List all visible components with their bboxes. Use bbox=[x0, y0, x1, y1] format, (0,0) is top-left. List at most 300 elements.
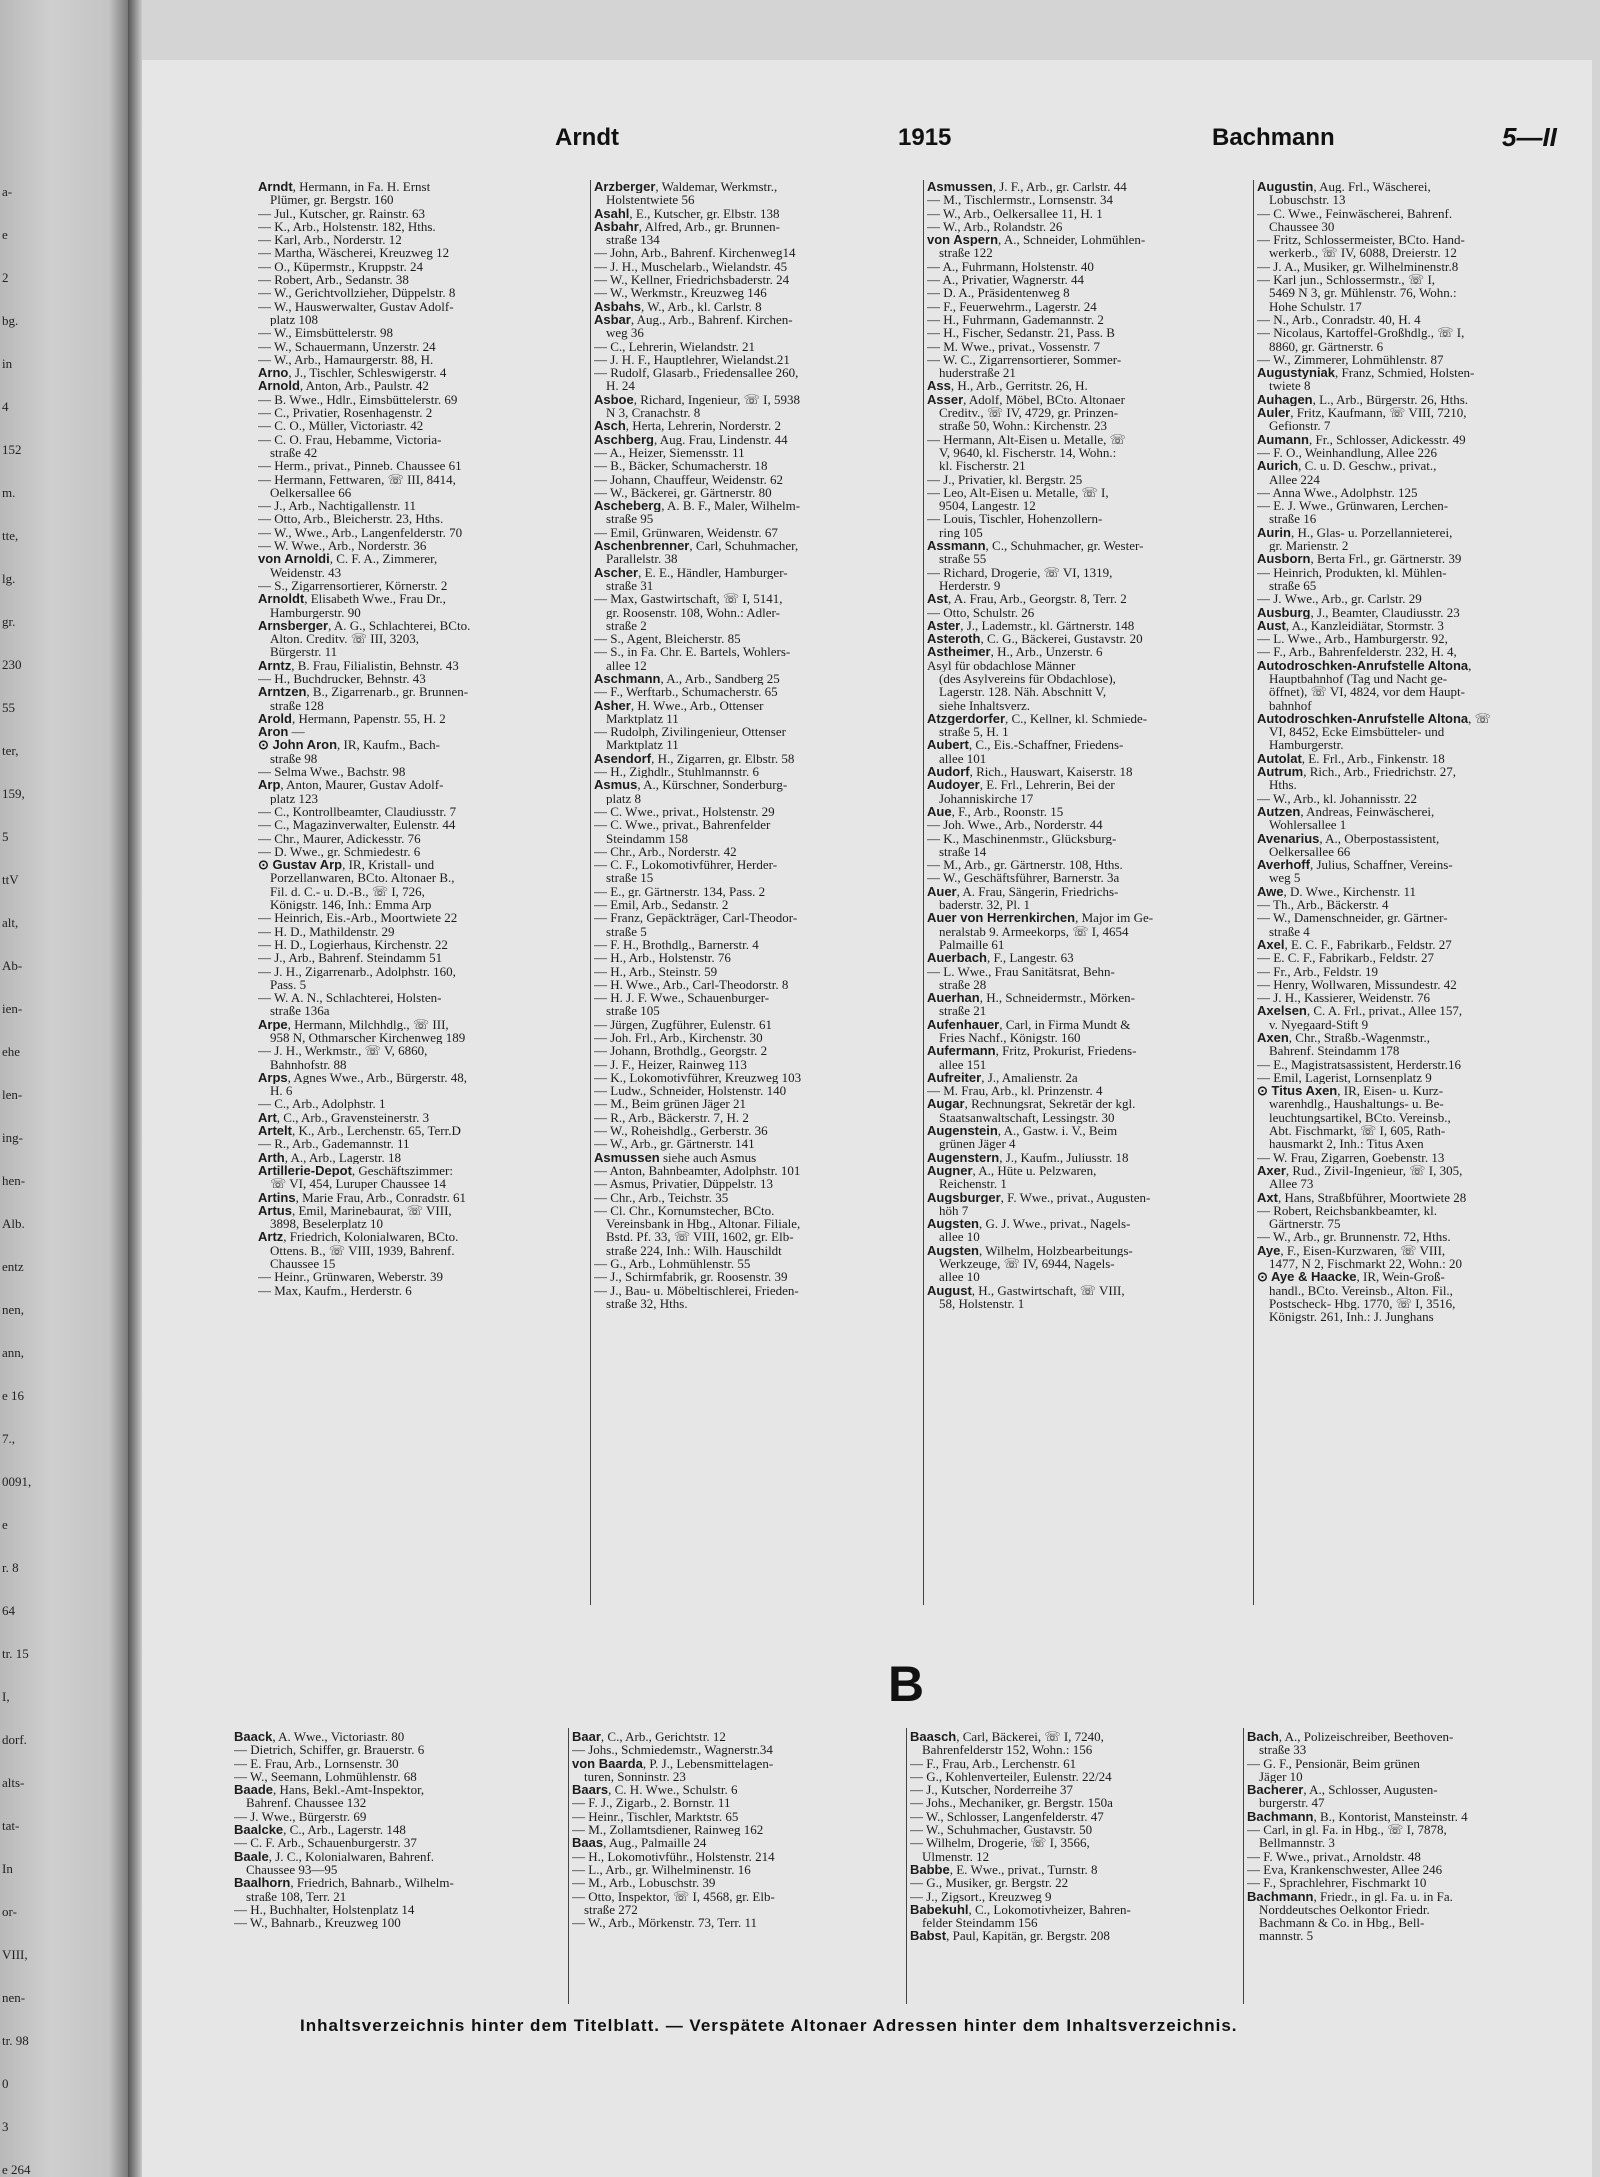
strip-fragment: I, bbox=[2, 1689, 10, 1704]
directory-entry: — W., Schauermann, Unzerstr. 24 bbox=[258, 339, 436, 353]
directory-entry: — G., Arb., Lohmühlenstr. 55 bbox=[594, 1257, 751, 1271]
directory-entry: mannstr. 5 bbox=[1259, 1929, 1314, 1943]
directory-entry: Augenstein, A., Gastw. i. V., Beim bbox=[927, 1124, 1118, 1138]
directory-entry: — J., Arb., Nachtigallenstr. 11 bbox=[258, 499, 417, 513]
directory-entry: straße 272 bbox=[584, 1902, 638, 1917]
strip-fragment: 2 bbox=[2, 270, 9, 285]
directory-entry: ⊙ John Aron, IR, Kaufm., Bach- bbox=[258, 738, 440, 752]
strip-fragment: 0 bbox=[2, 2076, 9, 2091]
directory-entry: — Heinr., Grünwaren, Weberstr. 39 bbox=[258, 1270, 444, 1284]
directory-entry: H. 24 bbox=[606, 379, 635, 393]
directory-entry: von Baarda, P. J., Lebensmittelagen- bbox=[572, 1756, 774, 1770]
directory-entry: Artz, Friedrich, Kolonialwaren, BCto. bbox=[258, 1230, 459, 1244]
column-4 bbox=[1257, 180, 1583, 1324]
directory-entry: — C., Kontrollbeamter, Claudiusstr. 7 bbox=[258, 804, 457, 819]
directory-entry: hausmarkt 2, Inh.: Titus Axen bbox=[1269, 1137, 1424, 1151]
directory-entry: — Jürgen, Zugführer, Eulenstr. 61 bbox=[594, 1017, 772, 1031]
directory-entry: Aufermann, Fritz, Prokurist, Friedens- bbox=[927, 1044, 1137, 1058]
directory-entry: — W. C., Zigarrensortierer, Sommer- bbox=[927, 352, 1122, 367]
strip-fragment: ien- bbox=[2, 1001, 23, 1016]
directory-entry: straße 95 bbox=[606, 512, 654, 526]
directory-entry: ☏ VI, 454, Luruper Chaussee 14 bbox=[270, 1177, 446, 1191]
directory-entry: — Anton, Bahnbeamter, Adolphstr. 101 bbox=[594, 1163, 801, 1178]
directory-entry: Auer, A. Frau, Sängerin, Friedrichs- bbox=[927, 884, 1119, 899]
directory-entry: Arntzen, B., Zigarrenarb., gr. Brunnen- bbox=[258, 685, 469, 699]
strip-fragment: In bbox=[2, 1861, 13, 1876]
directory-entry: — W., Bäckerei, gr. Gärtnerstr. 80 bbox=[594, 485, 772, 500]
directory-entry: Atzgerdorfer, C., Kellner, kl. Schmiede- bbox=[927, 711, 1148, 726]
directory-entry: Axt, Hans, Straßbführer, Moortwiete 28 bbox=[1257, 1190, 1467, 1204]
directory-entry: straße 31 bbox=[606, 578, 654, 593]
directory-entry: Staatsanwaltschaft, Lessingstr. 30 bbox=[939, 1110, 1115, 1125]
strip-fragment: tr. 98 bbox=[2, 2033, 29, 2048]
directory-entry: — H., Buchdrucker, Behnstr. 43 bbox=[258, 671, 426, 686]
directory-entry: Marktplatz 11 bbox=[606, 711, 679, 726]
directory-entry: Bachmann, Friedr., in gl. Fa. u. in Fa. bbox=[1247, 1889, 1453, 1903]
strip-fragment: 5 bbox=[2, 829, 9, 844]
directory-entry: Averhoff, Julius, Schaffner, Vereins- bbox=[1257, 858, 1453, 872]
directory-entry: Abt. Fischmarkt, ☏ I, 605, Rath- bbox=[1269, 1124, 1446, 1138]
directory-entry: — R., Arb., Gademannstr. 11 bbox=[258, 1137, 410, 1151]
directory-entry: — Chr., Arb., Norderstr. 42 bbox=[594, 844, 737, 859]
directory-entry: Chaussee 93—95 bbox=[246, 1862, 338, 1877]
strip-fragment: alts- bbox=[2, 1775, 25, 1790]
directory-entry: (des Asylvereins für Obdachlose), bbox=[939, 671, 1116, 686]
directory-entry: Fries Nachf., Königstr. 160 bbox=[939, 1031, 1081, 1045]
directory-entry: Autodroschken-Anrufstelle Altona, bbox=[1257, 658, 1472, 672]
directory-entry: — Eva, Krankenschwester, Allee 246 bbox=[1247, 1862, 1443, 1877]
directory-entry: Bahrenf. Steindamm 178 bbox=[1269, 1044, 1400, 1058]
directory-entry: Arndt, Hermann, in Fa. H. Ernst bbox=[258, 180, 431, 194]
directory-entry: Auhagen, L., Arb., Bürgerstr. 26, Hths. bbox=[1257, 392, 1469, 407]
directory-entry: Asteroth, C. G., Bäckerei, Gustavstr. 20 bbox=[927, 632, 1143, 646]
directory-entry: — R., Arb., Bäckerstr. 7, H. 2 bbox=[594, 1110, 749, 1125]
directory-entry: Bachmann & Co. in Hbg., Bell- bbox=[1259, 1916, 1425, 1930]
directory-entry: Artus, Emil, Marinebaurat, ☏ VIII, bbox=[258, 1203, 452, 1218]
strip-fragment: ttV bbox=[2, 872, 19, 887]
directory-entry: — M. Frau, Arb., kl. Prinzenstr. 4 bbox=[927, 1084, 1103, 1098]
strip-fragment: nen, bbox=[2, 1302, 25, 1317]
directory-entry: Asbar, Aug., Arb., Bahrenf. Kirchen- bbox=[594, 312, 793, 327]
directory-entry: — W., Arb., gr. Brunnenstr. 72, Hths. bbox=[1257, 1230, 1451, 1244]
directory-entry: — Otto, Schulstr. 26 bbox=[927, 605, 1035, 619]
directory-entry: V, 9640, kl. Fischerstr. 14, Wohn.: bbox=[939, 445, 1117, 460]
directory-entry: Aron — bbox=[258, 725, 305, 739]
directory-entry: — E. J. Wwe., Grünwaren, Lerchen- bbox=[1257, 499, 1449, 513]
strip-fragment: lg. bbox=[2, 571, 16, 586]
directory-entry: — Th., Arb., Bäckerstr. 4 bbox=[1257, 898, 1389, 912]
directory-entry: — H., Fuhrmann, Gademannstr. 2 bbox=[927, 312, 1104, 327]
directory-entry: Herderstr. 9 bbox=[939, 578, 1001, 593]
directory-entry: Audoyer, E. Frl., Lehrerin, Bei der bbox=[927, 778, 1115, 792]
directory-entry: — Rudolph, Zivilingenieur, Ottenser bbox=[594, 725, 786, 739]
directory-entry: — N., Arb., Conradstr. 40, H. 4 bbox=[1257, 312, 1421, 327]
directory-entry: twiete 8 bbox=[1269, 379, 1311, 393]
directory-entry: 1477, N 2, Fischmarkt 22, Wohn.: 20 bbox=[1269, 1257, 1462, 1271]
directory-entry: allee 12 bbox=[606, 658, 647, 672]
directory-entry: — Max, Gastwirtschaft, ☏ I, 5141, bbox=[594, 592, 783, 606]
directory-entry: — J. H., Muschelarb., Wielandstr. 45 bbox=[594, 259, 788, 274]
footer-note: Inhaltsverzeichnis hinter dem Titelblatt. — Verspätete Altonaer Adressen hinter dem Inhaltsverzeichnis. bbox=[300, 2016, 1238, 2035]
directory-entry: Plümer, gr. Bergstr. 160 bbox=[270, 193, 394, 207]
directory-entry: — C. F. Arb., Schauenburgerstr. 37 bbox=[234, 1836, 417, 1850]
directory-entry: Ausborn, Berta Frl., gr. Gärtnerstr. 39 bbox=[1257, 552, 1462, 566]
directory-entry: Königstr. 261, Inh.: J. Junghans bbox=[1269, 1310, 1434, 1324]
header-left-keyword: Arndt bbox=[555, 124, 619, 151]
directory-entry: — S., Zigarrensortierer, Körnerstr. 2 bbox=[258, 578, 448, 593]
directory-entry: — Robert, Arb., Sedanstr. 38 bbox=[258, 273, 409, 287]
directory-entry: Avenarius, A., Oberpostassistent, bbox=[1257, 831, 1440, 845]
directory-entry: Auler, Fritz, Kaufmann, ☏ VIII, 7210, bbox=[1257, 406, 1467, 420]
b-column-rule-1 bbox=[568, 1728, 569, 2004]
directory-entry: Asyl für obdachlose Männer bbox=[927, 658, 1076, 672]
directory-entry: 958 N, Othmarscher Kirchenweg 189 bbox=[270, 1031, 466, 1045]
directory-entry: — Johs., Schmiedemstr., Wagnerstr.34 bbox=[572, 1743, 773, 1757]
directory-entry: — G., Musiker, gr. Bergstr. 22 bbox=[910, 1876, 1069, 1890]
directory-entry: Bahrenfelderstr 152, Wohn.: 156 bbox=[922, 1743, 1093, 1757]
directory-entry: platz 108 bbox=[270, 312, 319, 327]
directory-entry: Artelt, K., Arb., Lerchenstr. 65, Terr.D bbox=[258, 1124, 461, 1138]
directory-entry: Chaussee 30 bbox=[1269, 219, 1335, 234]
directory-entry: straße 128 bbox=[270, 698, 324, 712]
directory-entry: — H., Arb., Holstenstr. 76 bbox=[594, 951, 731, 965]
directory-entry: Steindamm 158 bbox=[606, 831, 688, 845]
directory-entry: Allee 224 bbox=[1269, 472, 1320, 486]
strip-fragment: a- bbox=[2, 184, 13, 199]
header-right-keyword: Bachmann bbox=[1212, 124, 1335, 151]
directory-entry: — Heinr., Tischler, Marktstr. 65 bbox=[572, 1809, 739, 1824]
directory-entry: — G. F., Pensionär, Beim grünen bbox=[1247, 1756, 1420, 1770]
directory-entry: — H., Zighdlr., Stuhlmannstr. 6 bbox=[594, 765, 760, 779]
directory-entry: — Herm., privat., Pinneb. Chaussee 61 bbox=[258, 459, 462, 473]
directory-entry: — Ludw., Schneider, Holstenstr. 140 bbox=[594, 1084, 787, 1098]
directory-entry: — Robert, Reichsbankbeamter, kl. bbox=[1257, 1203, 1437, 1218]
directory-entry: Aschenbrenner, Carl, Schuhmacher, bbox=[594, 539, 799, 553]
directory-entry: — W., Arb., Rolandstr. 26 bbox=[927, 219, 1063, 234]
directory-entry: Hamburgerstr. bbox=[1269, 738, 1344, 752]
strip-fragment: tte, bbox=[2, 528, 19, 543]
directory-entry: — Henry, Wollwaren, Missundestr. 42 bbox=[1257, 977, 1457, 992]
directory-entry: weg 36 bbox=[606, 326, 644, 340]
directory-entry: — C. Wwe., privat., Bahrenfelder bbox=[594, 818, 771, 832]
directory-entry: Baade, Hans, Bekl.-Amt-Inspektor, bbox=[234, 1783, 425, 1797]
directory-entry: Aufenhauer, Carl, in Firma Mundt & bbox=[927, 1017, 1131, 1031]
directory-entry: VI, 8452, Ecke Eimsbütteler- und bbox=[1269, 725, 1445, 739]
directory-entry: — H. J. F. Wwe., Schauenburger- bbox=[594, 991, 770, 1005]
page-number: 5—II bbox=[1502, 122, 1557, 152]
directory-entry: Marktplatz 11 bbox=[606, 738, 679, 752]
directory-entry: — Dietrich, Schiffer, gr. Brauerstr. 6 bbox=[234, 1743, 425, 1757]
directory-entry: — D. Wwe., gr. Schmiedestr. 6 bbox=[258, 844, 421, 859]
directory-entry: straße 50, Wohn.: Kirchenstr. 23 bbox=[939, 419, 1108, 433]
strip-fragment: bg. bbox=[2, 313, 19, 328]
directory-entry: grünen Jäger 4 bbox=[939, 1137, 1016, 1151]
directory-entry: — Karl jun., Schlossermstr., ☏ I, bbox=[1257, 273, 1436, 287]
directory-entry: Hamburgerstr. 90 bbox=[270, 605, 361, 619]
directory-entry: — W., Bahnarb., Kreuzweg 100 bbox=[234, 1916, 401, 1930]
directory-entry: allee 101 bbox=[939, 751, 987, 766]
directory-entry: Astheimer, H., Arb., Unzerstr. 6 bbox=[927, 645, 1103, 659]
directory-entry: — W., Kellner, Friedrichsbaderstr. 24 bbox=[594, 273, 790, 287]
directory-entry: Aschberg, Aug. Frau, Lindenstr. 44 bbox=[594, 432, 788, 446]
directory-entry: — E., gr. Gärtnerstr. 134, Pass. 2 bbox=[594, 884, 766, 899]
directory-entry: werkerb., ☏ IV, 6088, Dreierstr. 12 bbox=[1269, 246, 1457, 260]
directory-entry: — W., Geschäftsführer, Barnerstr. 3a bbox=[927, 871, 1120, 885]
directory-entry: Ascher, E. E., Händler, Hamburger- bbox=[594, 565, 788, 579]
directory-entry: Creditv., ☏ IV, 4729, gr. Prinzen- bbox=[939, 406, 1119, 420]
directory-entry: straße 15 bbox=[606, 871, 654, 885]
directory-entry: — Rudolf, Glasarb., Friedensallee 260, bbox=[594, 366, 799, 380]
strip-fragment: Alb. bbox=[2, 1216, 25, 1231]
directory-entry: straße 105 bbox=[606, 1004, 660, 1018]
strip-fragment: 55 bbox=[2, 700, 15, 715]
directory-entry: — Emil, Lagerist, Lornsenplatz 9 bbox=[1257, 1070, 1432, 1085]
directory-entry: Arth, A., Arb., Lagerstr. 18 bbox=[258, 1150, 401, 1164]
directory-entry: Palmaille 61 bbox=[939, 937, 1005, 952]
directory-entry: — W., Hauswerwalter, Gustav Adolf- bbox=[258, 299, 454, 313]
directory-entry: — C. F., Lokomotivführer, Herder- bbox=[594, 858, 778, 872]
strip-fragment: dorf. bbox=[2, 1732, 27, 1747]
directory-entry: — W., Arb., Hamaurgerstr. 88, H. bbox=[258, 352, 434, 367]
directory-entry: Augsburger, F. Wwe., privat., Augusten- bbox=[927, 1190, 1151, 1204]
directory-entry: — Leo, Alt-Eisen u. Metalle, ☏ I, bbox=[927, 485, 1109, 500]
directory-entry: Augustyniak, Franz, Schmied, Holsten- bbox=[1257, 366, 1475, 380]
directory-entry: — W., Wwe., Arb., Langenfelderstr. 70 bbox=[258, 525, 463, 540]
directory-entry: Weidenstr. 43 bbox=[270, 565, 342, 579]
directory-entry: Ulmenstr. 12 bbox=[922, 1849, 990, 1863]
directory-entry: — F. J., Zigarb., 2. Bornstr. 11 bbox=[572, 1796, 731, 1810]
directory-entry: Reichenstr. 1 bbox=[939, 1177, 1007, 1191]
directory-entry: straße 14 bbox=[939, 844, 987, 859]
directory-entry: — W., Arb., Oelkersallee 11, H. 1 bbox=[927, 206, 1103, 220]
strip-fragment: 4 bbox=[2, 399, 9, 414]
directory-entry: — M., Arb., gr. Gärtnerstr. 108, Hths. bbox=[927, 858, 1123, 872]
directory-entry: Ausburg, J., Beamter, Claudiusstr. 23 bbox=[1257, 605, 1460, 619]
directory-entry: — Anna Wwe., Adolphstr. 125 bbox=[1257, 485, 1418, 500]
strip-fragment: tr. 15 bbox=[2, 1646, 29, 1661]
directory-entry: — C., Lehrerin, Wielandstr. 21 bbox=[594, 339, 755, 353]
directory-entry: — H., Buchhalter, Holstenplatz 14 bbox=[234, 1902, 415, 1917]
directory-entry: Auer von Herrenkirchen, Major im Ge- bbox=[927, 911, 1154, 925]
directory-entry: Arold, Hermann, Papenstr. 55, H. 2 bbox=[258, 711, 446, 726]
directory-entry: — L. Wwe., Arb., Hamburgerstr. 92, bbox=[1257, 632, 1448, 646]
directory-entry: Norddeutsches Oelkontor Friedr. bbox=[1259, 1902, 1430, 1917]
strip-fragment: ann, bbox=[2, 1345, 25, 1360]
directory-entry: öffnet), ☏ VI, 4824, vor dem Haupt- bbox=[1269, 685, 1465, 699]
directory-entry: weg 5 bbox=[1269, 871, 1301, 885]
directory-entry: — Nicolaus, Kartoffel-Großhdlg., ☏ I, bbox=[1257, 326, 1465, 340]
directory-entry: Audorf, Rich., Hauswart, Kaiserstr. 18 bbox=[927, 765, 1133, 779]
directory-entry: Asmus, A., Kürschner, Sonderburg- bbox=[594, 778, 788, 792]
strip-fragment: VIII, bbox=[2, 1947, 28, 1962]
directory-entry: Hths. bbox=[1269, 778, 1297, 792]
section-letter: B bbox=[888, 1656, 925, 1712]
directory-entry: Aubert, C., Eis.-Schaffner, Friedens- bbox=[927, 738, 1124, 752]
directory-entry: straße 33 bbox=[1259, 1743, 1307, 1757]
directory-entry: straße 16 bbox=[1269, 512, 1317, 526]
directory-entry: — K., Arb., Holstenstr. 182, Hths. bbox=[258, 219, 436, 234]
strip-fragment: Ab- bbox=[2, 958, 23, 973]
directory-entry: — E. C. F., Fabrikarb., Feldstr. 27 bbox=[1257, 951, 1434, 965]
directory-entry: — F., Frau, Arb., Lerchenstr. 61 bbox=[910, 1756, 1077, 1770]
directory-entry: turen, Sonninstr. 23 bbox=[584, 1769, 686, 1784]
directory-entry: — F., Werftarb., Schumacherstr. 65 bbox=[594, 685, 778, 699]
directory-entry: — W., Gerichtvollzieher, Düppelstr. 8 bbox=[258, 286, 456, 300]
directory-entry: Allee 73 bbox=[1269, 1177, 1314, 1191]
directory-entry: straße 65 bbox=[1269, 578, 1317, 593]
directory-entry: — H., Arb., Steinstr. 59 bbox=[594, 964, 718, 978]
directory-entry: — J., Zigsort., Kreuzweg 9 bbox=[910, 1889, 1052, 1903]
directory-entry: — L., Arb., gr. Wilhelminenstr. 16 bbox=[572, 1862, 751, 1877]
directory-entry: 5469 N 3, gr. Mühlenstr. 76, Wohn.: bbox=[1269, 286, 1457, 300]
directory-entry: Gefionstr. 7 bbox=[1269, 419, 1331, 433]
directory-entry: höh 7 bbox=[939, 1203, 969, 1218]
directory-entry: Baalhorn, Friedrich, Bahnarb., Wilhelm- bbox=[234, 1876, 454, 1890]
strip-fragment: 159, bbox=[2, 786, 25, 801]
directory-entry: — C. O. Frau, Hebamme, Victoria- bbox=[258, 432, 442, 446]
directory-entry: — Fritz, Schlossermeister, BCto. Hand- bbox=[1257, 233, 1465, 247]
directory-entry: — B., Bäcker, Schumacherstr. 18 bbox=[594, 459, 768, 473]
directory-entry: straße 5 bbox=[606, 924, 647, 938]
strip-fragment: ter, bbox=[2, 743, 19, 758]
directory-entry: straße 2 bbox=[606, 618, 647, 633]
directory-entry: ⊙ Titus Axen, IR, Eisen- u. Kurz- bbox=[1257, 1084, 1444, 1098]
directory-entry: Werkzeuge, ☏ IV, 6944, Nagels- bbox=[939, 1257, 1115, 1271]
directory-entry: straße 108, Terr. 21 bbox=[246, 1889, 347, 1903]
directory-entry: Aye, F., Eisen-Kurzwaren, ☏ VIII, bbox=[1257, 1243, 1446, 1258]
directory-entry: Augar, Rechnungsrat, Sekretär der kgl. bbox=[927, 1097, 1136, 1111]
strip-fragment: entz bbox=[2, 1259, 24, 1274]
directory-entry: — Cl. Chr., Kornumstecher, BCto. bbox=[594, 1203, 775, 1218]
directory-entry: Hauptbahnhof (Tag und Nacht ge- bbox=[1269, 671, 1448, 686]
strip-fragment: gr. bbox=[2, 614, 16, 629]
directory-entry: huderstraße 21 bbox=[939, 366, 1016, 380]
directory-entry: neralstab 9. Armeekorps, ☏ I, 4654 bbox=[939, 924, 1129, 938]
directory-entry: — M. Wwe., privat., Vossenstr. 7 bbox=[927, 339, 1100, 353]
strip-fragment: 0091, bbox=[2, 1474, 32, 1489]
directory-entry: — D. A., Präsidentenweg 8 bbox=[927, 286, 1070, 300]
directory-entry: Baack, A. Wwe., Victoriastr. 80 bbox=[234, 1730, 405, 1744]
directory-entry: — Joh. Frl., Arb., Kirchenstr. 30 bbox=[594, 1031, 763, 1045]
directory-entry: — M., Tischlermstr., Lornsenstr. 34 bbox=[927, 193, 1113, 207]
directory-entry: — J., Privatier, kl. Bergstr. 25 bbox=[927, 472, 1083, 486]
directory-entry: — E., Magistratsassistent, Herderstr.16 bbox=[1257, 1057, 1461, 1071]
directory-entry: — K., Maschinenmstr., Glücksburg- bbox=[927, 831, 1117, 845]
directory-entry: — K., Lokomotivführer, Kreuzweg 103 bbox=[594, 1070, 802, 1085]
directory-entry: Babst, Paul, Kapitän, gr. Bergstr. 208 bbox=[910, 1929, 1110, 1943]
directory-entry: Jäger 10 bbox=[1259, 1769, 1303, 1784]
strip-fragment: e bbox=[2, 1517, 8, 1532]
strip-fragment: or- bbox=[2, 1904, 17, 1919]
directory-entry: Autzen, Andreas, Feinwäscherei, bbox=[1257, 804, 1435, 819]
directory-entry: Aschmann, A., Arb., Sandberg 25 bbox=[594, 671, 780, 686]
directory-entry: Bahrenf. Chaussee 132 bbox=[246, 1796, 367, 1810]
directory-entry: — W., Zimmerer, Lohmühlenstr. 87 bbox=[1257, 352, 1444, 367]
directory-entry: von Arnoldi, C. F. A., Zimmerer, bbox=[258, 552, 438, 566]
directory-entry: — B. Wwe., Hdlr., Eimsbüttelerstr. 69 bbox=[258, 392, 458, 407]
directory-entry: — H. D., Logierhaus, Kirchenstr. 22 bbox=[258, 937, 448, 952]
directory-entry: Autodroschken-Anrufstelle Altona, ☏ bbox=[1257, 711, 1491, 726]
directory-entry: — Asmus, Privatier, Düppelstr. 13 bbox=[594, 1177, 773, 1191]
directory-entry: Bachmann, B., Kontorist, Mansteinstr. 4 bbox=[1247, 1809, 1468, 1824]
directory-entry: allee 10 bbox=[939, 1230, 980, 1244]
directory-entry: — C. Wwe., privat., Holstenstr. 29 bbox=[594, 804, 775, 819]
directory-entry: straße 98 bbox=[270, 751, 318, 766]
directory-entry: straße 28 bbox=[939, 977, 987, 992]
directory-entry: — M., Beim grünen Jäger 21 bbox=[594, 1097, 747, 1111]
directory-entry: — E. Frau, Arb., Lornsenstr. 30 bbox=[234, 1756, 399, 1770]
directory-entry: 58, Holstenstr. 1 bbox=[939, 1296, 1025, 1311]
directory-entry: Wohlersallee 1 bbox=[1269, 818, 1347, 832]
strip-fragment: 230 bbox=[2, 657, 22, 672]
directory-entry: Baas, Aug., Palmaille 24 bbox=[572, 1836, 707, 1850]
directory-entry: handl., BCto. Vereinsb., Alton. Fil., bbox=[1269, 1283, 1453, 1297]
directory-entry: — J. Wwe., Arb., gr. Carlstr. 29 bbox=[1257, 592, 1422, 606]
directory-entry: — John, Arb., Bahrenf. Kirchenweg14 bbox=[594, 246, 796, 260]
directory-entry: N 3, Cranachstr. 8 bbox=[606, 406, 701, 420]
directory-entry: — Hermann, Alt-Eisen u. Metalle, ☏ bbox=[927, 432, 1126, 446]
directory-entry: straße 55 bbox=[939, 552, 987, 566]
page-gutter bbox=[128, 0, 142, 2177]
directory-entry: — Carl, in gl. Fa. in Hbg., ☏ I, 7878, bbox=[1247, 1823, 1447, 1837]
directory-entry: — H., Lokomotivführ., Holstenstr. 214 bbox=[572, 1849, 775, 1863]
b-column-1 bbox=[234, 1730, 564, 1929]
directory-entry: Pass. 5 bbox=[270, 977, 307, 992]
directory-entry: — Otto, Arb., Bleicherstr. 23, Hths. bbox=[258, 512, 444, 526]
directory-entry: Asser, Adolf, Möbel, BCto. Altonaer bbox=[927, 392, 1125, 407]
directory-entry: — W., Arb., gr. Gärtnerstr. 141 bbox=[594, 1137, 755, 1151]
directory-entry: straße 224, Inh.: Wilh. Hauschildt bbox=[606, 1243, 782, 1258]
strip-fragment: e bbox=[2, 227, 8, 242]
directory-entry: — H. Wwe., Arb., Carl-Theodorstr. 8 bbox=[594, 977, 789, 992]
directory-entry: August, H., Gastwirtschaft, ☏ VIII, bbox=[927, 1283, 1125, 1297]
directory-entry: Asbahr, Alfred, Arb., gr. Brunnen- bbox=[594, 219, 780, 234]
directory-entry: — Emil, Arb., Sedanstr. 2 bbox=[594, 898, 729, 912]
directory-entry: Asmussen, J. F., Arb., gr. Carlstr. 44 bbox=[927, 180, 1127, 194]
directory-entry: Babbe, E. Wwe., privat., Turnstr. 8 bbox=[910, 1862, 1098, 1877]
column-rule-1 bbox=[590, 180, 591, 1605]
column-rule-3 bbox=[1253, 180, 1254, 1605]
directory-entry: — Franz, Gepäckträger, Carl-Theodor- bbox=[594, 911, 798, 925]
directory-entry: Artillerie-Depot, Geschäftszimmer: bbox=[258, 1163, 453, 1178]
directory-entry: — J. H., Werkmstr., ☏ V, 6860, bbox=[258, 1044, 428, 1058]
column-rule-2 bbox=[923, 180, 924, 1605]
b-column-4 bbox=[1247, 1730, 1582, 1943]
directory-entry: Asbahs, W., Arb., kl. Carlstr. 8 bbox=[594, 299, 762, 313]
directory-entry: 8860, gr. Gärtnerstr. 6 bbox=[1269, 339, 1384, 353]
directory-entry: — C. Wwe., Feinwäscherei, Bahrenf. bbox=[1257, 206, 1453, 220]
directory-entry: Ascheberg, A. B. F., Maler, Wilhelm- bbox=[594, 499, 801, 513]
b-column-2 bbox=[572, 1730, 902, 1929]
directory-entry: Augsten, Wilhelm, Holzbearbeitungs- bbox=[927, 1243, 1133, 1258]
directory-entry: H. 6 bbox=[270, 1084, 293, 1098]
directory-entry: Chaussee 15 bbox=[270, 1257, 336, 1271]
directory-entry: Babekuhl, C., Lokomotivheizer, Bahren- bbox=[910, 1902, 1131, 1917]
directory-entry: — Johs., Mechaniker, gr. Bergstr. 150a bbox=[910, 1796, 1113, 1810]
directory-entry: — W., Eimsbüttelerstr. 98 bbox=[258, 326, 394, 340]
strip-fragment: e 16 bbox=[2, 1388, 25, 1403]
directory-entry: — Johann, Chauffeur, Weidenstr. 62 bbox=[594, 472, 783, 486]
directory-entry: — M., Arb., Lobuschstr. 39 bbox=[572, 1876, 716, 1890]
directory-entry: — G., Kohlenverteiler, Eulenstr. 22/24 bbox=[910, 1769, 1112, 1784]
b-column-rule-2 bbox=[906, 1728, 907, 2004]
directory-entry: — F. H., Brothdlg., Barnerstr. 4 bbox=[594, 937, 759, 952]
directory-entry: burgerstr. 47 bbox=[1259, 1796, 1325, 1810]
directory-entry: Axer, Rud., Zivil-Ingenieur, ☏ I, 305, bbox=[1257, 1163, 1463, 1178]
directory-entry: — H., Fischer, Sedanstr. 21, Pass. B bbox=[927, 326, 1115, 340]
strip-fragment: ehe bbox=[2, 1044, 21, 1059]
directory-entry: Aurich, C. u. D. Geschw., privat., bbox=[1257, 459, 1437, 473]
